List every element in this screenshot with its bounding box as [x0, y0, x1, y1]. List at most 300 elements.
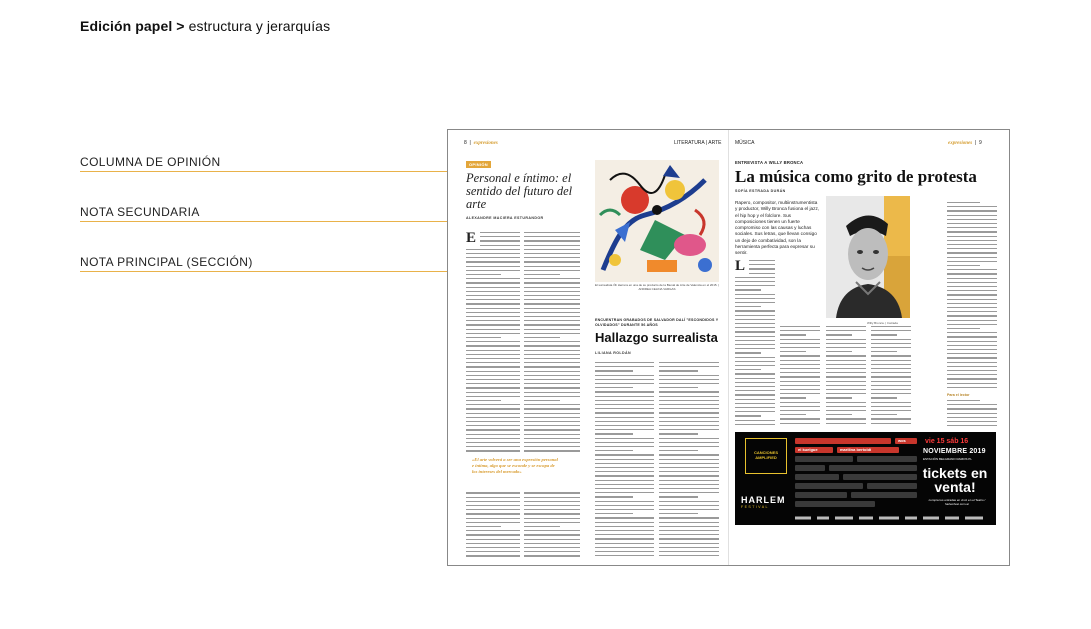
- ad-lineup-act-3: marilina bertoldi: [837, 447, 899, 453]
- body-text-line: [595, 425, 654, 426]
- body-text-line: [947, 383, 997, 384]
- body-text-line: [871, 410, 911, 411]
- body-text-line: [780, 410, 820, 411]
- body-text-line: [826, 368, 866, 369]
- body-text-line: [595, 538, 654, 539]
- body-text-line: [780, 364, 820, 365]
- body-text-line: [466, 421, 520, 422]
- body-text-line: [659, 463, 719, 464]
- folio-right-number: 9: [979, 140, 982, 146]
- body-text-line: [524, 249, 580, 250]
- body-text-line: [524, 245, 580, 246]
- body-text-line: [659, 505, 719, 506]
- body-text-line: [735, 302, 775, 303]
- body-text-line: [947, 332, 997, 333]
- body-text-line: [871, 326, 911, 327]
- body-text-line: [466, 253, 520, 254]
- body-text-line: [659, 496, 698, 497]
- ad-lineup-bar: [843, 474, 917, 480]
- body-text-line: [871, 418, 911, 419]
- ad-lineup-bar: [795, 465, 825, 471]
- body-text-line: [524, 333, 580, 334]
- body-text-line: [595, 501, 654, 502]
- body-text-line: [466, 303, 520, 304]
- body-text-line: [826, 360, 866, 361]
- body-text-line: [780, 402, 820, 403]
- label-opinion-column: COLUMNA DE OPINIÓN: [80, 155, 221, 169]
- body-text-line: [595, 412, 654, 413]
- body-text-line: [524, 240, 580, 241]
- body-text-line: [524, 236, 580, 237]
- folio-left-magazine: expresiones: [473, 141, 498, 146]
- body-text-line: [595, 387, 633, 388]
- photo-credit: Willy Bronca. | Instrada: [867, 321, 898, 325]
- body-text-line: [595, 454, 654, 455]
- body-text-line: [659, 471, 719, 472]
- body-text-line: [659, 517, 719, 518]
- body-text-line: [595, 438, 654, 439]
- illustration-caption: El surrealista Óli Herrera en una de su producto de la Bienal de Arte de Valencia en el 2015. | ANDREA CELINA VARGAS: [595, 283, 719, 291]
- body-text-line: [524, 513, 580, 514]
- body-text-line: [466, 257, 520, 258]
- body-text-line: [595, 555, 654, 556]
- body-text-line: [947, 328, 980, 329]
- body-text-line: [735, 399, 775, 400]
- body-text-line: [659, 450, 698, 451]
- body-text-line: [735, 323, 775, 324]
- body-text-line: [595, 509, 654, 510]
- body-text-line: [595, 362, 654, 363]
- body-text-line: [595, 496, 633, 497]
- body-text-line: [466, 530, 520, 531]
- body-text-line: [466, 518, 520, 519]
- body-text-line: [947, 219, 997, 220]
- body-text-line: [595, 467, 654, 468]
- body-text-line: [524, 425, 580, 426]
- body-text-line: [659, 412, 719, 413]
- ad-lineup-bar: [829, 465, 917, 471]
- body-text-line: [524, 383, 580, 384]
- body-text-line: [947, 421, 997, 422]
- body-text-line: [659, 442, 719, 443]
- body-text-line: [659, 366, 719, 367]
- body-text-line: [466, 366, 520, 367]
- body-text-line: [466, 324, 520, 325]
- body-text-line: [595, 370, 633, 371]
- body-text-line: [947, 357, 997, 358]
- body-text-line: [466, 266, 520, 267]
- body-text-line: [466, 505, 520, 506]
- body-text-line: [524, 337, 560, 338]
- body-text-line: [780, 351, 806, 352]
- body-text-line: [947, 324, 997, 325]
- body-text-line: [524, 266, 580, 267]
- body-text-line: [524, 278, 580, 279]
- body-text-line: [524, 354, 580, 355]
- body-text-line: [466, 278, 520, 279]
- body-text-line: [826, 364, 866, 365]
- surrealist-illustration-icon: [595, 160, 719, 282]
- page-fold: [728, 130, 729, 565]
- body-text-line: [466, 442, 520, 443]
- body-text-line: [871, 385, 911, 386]
- body-text-line: [780, 347, 820, 348]
- body-text-line: [735, 348, 775, 349]
- body-text-line: [735, 289, 761, 290]
- ad-lineup-bar: [795, 483, 863, 489]
- body-text-line: [871, 402, 911, 403]
- body-text-line: [871, 347, 911, 348]
- body-text-line: [659, 547, 719, 548]
- body-text-line: [466, 282, 520, 283]
- ad-date: vie 15 sáb 16: [925, 438, 969, 445]
- body-text-line: [947, 387, 997, 388]
- body-text-line: [524, 539, 580, 540]
- body-text-line: [780, 326, 820, 327]
- body-text-line: [735, 310, 775, 311]
- reader-box-label: Para el lector: [947, 393, 970, 397]
- ad-lineup-bar: [795, 492, 847, 498]
- body-text-line: [947, 413, 997, 414]
- body-text-line: [595, 543, 654, 544]
- body-text-line: [595, 433, 633, 434]
- body-text-line: [826, 418, 866, 419]
- body-text-line: [466, 358, 520, 359]
- body-text-line: [466, 522, 520, 523]
- body-text-line: [524, 421, 580, 422]
- body-text-line: [659, 543, 719, 544]
- body-text-line: [524, 404, 580, 405]
- body-text-line: [749, 268, 775, 269]
- ad-buy-text: compra tus entradas en vivo! en el Teatro / harlemfest.com.ar: [928, 498, 986, 506]
- opinion-pull-quote: «El arte volverá a ser una expresión personal e íntima, algo que se esconde y se escapa de los intereses del mercado»: [472, 457, 558, 474]
- ad-lineup-bar: [867, 483, 917, 489]
- body-text-line: [524, 329, 580, 330]
- body-text-line: [826, 393, 866, 394]
- body-text-line: [735, 281, 775, 282]
- body-text-line: [947, 311, 997, 312]
- body-text-line: [480, 236, 520, 237]
- body-text-line: [659, 438, 719, 439]
- body-text-line: [735, 336, 775, 337]
- body-text-line: [466, 501, 520, 502]
- body-text-line: [947, 400, 980, 401]
- body-text-line: [780, 339, 820, 340]
- body-text-line: [524, 282, 580, 283]
- body-text-line: [826, 406, 866, 407]
- body-text-line: [780, 414, 806, 415]
- body-text-line: [466, 509, 520, 510]
- body-text-line: [947, 252, 997, 253]
- body-text-line: [524, 316, 580, 317]
- body-text-line: [524, 274, 560, 275]
- ad-sponsor-logos: [795, 516, 985, 520]
- secondary-headline: Hallazgo surrealista: [595, 330, 718, 345]
- body-text-line: [947, 315, 997, 316]
- opinion-byline: ALEXANDRE MACIERA ESTURANDOR: [466, 216, 544, 220]
- body-text-line: [595, 379, 654, 380]
- body-text-line: [947, 345, 997, 346]
- body-text-line: [947, 282, 997, 283]
- body-text-line: [659, 379, 719, 380]
- body-text-line: [780, 372, 820, 373]
- body-text-line: [466, 547, 520, 548]
- ad-venue: ESTACIÓN BELGRANO RAMOS PL: [923, 457, 972, 461]
- body-text-line: [524, 429, 580, 430]
- body-text-line: [826, 351, 852, 352]
- body-text-line: [524, 555, 580, 556]
- body-text-line: [780, 423, 820, 424]
- main-lede: Rapero, compositor, multiinstrumentista y productor, Willy Bronca fusiona el jazz, el hip hop y el folclore. Sus composiciones tienen un fuerte compromiso con las causas y luchas sociales. Sus letras, que llevan consigo un dejo de combatividad, son la herramienta perfecta para expresar su sentir.: [735, 200, 820, 256]
- body-text-line: [595, 534, 654, 535]
- folio-right-section: MÚSICA: [735, 140, 755, 146]
- body-text-line: [871, 360, 911, 361]
- body-text-line: [595, 513, 633, 514]
- body-text-line: [947, 307, 997, 308]
- body-text-line: [735, 294, 775, 295]
- body-text-line: [826, 347, 866, 348]
- body-text-line: [735, 403, 775, 404]
- body-text-line: [595, 421, 654, 422]
- body-text-line: [524, 257, 580, 258]
- body-text-line: [466, 299, 520, 300]
- body-text-line: [524, 408, 580, 409]
- body-text-line: [595, 383, 654, 384]
- body-text-line: [524, 253, 580, 254]
- body-text-line: [466, 341, 520, 342]
- body-text-line: [659, 404, 719, 405]
- body-text-line: [466, 371, 520, 372]
- body-text-line: [524, 450, 580, 451]
- body-text-line: [735, 352, 761, 353]
- body-text-line: [466, 408, 520, 409]
- body-text-line: [595, 463, 654, 464]
- body-text-line: [466, 274, 501, 275]
- body-text-line: [735, 315, 775, 316]
- body-text-line: [659, 433, 698, 434]
- folio-right: expresiones | 9: [948, 140, 982, 146]
- body-text-line: [947, 290, 997, 291]
- body-text-line: [466, 379, 520, 380]
- body-text-line: [466, 354, 520, 355]
- body-text-line: [947, 265, 980, 266]
- body-text-line: [826, 339, 866, 340]
- body-text-line: [595, 471, 654, 472]
- body-text-line: [466, 270, 520, 271]
- body-text-line: [947, 404, 997, 405]
- ad-festival-subtitle: FESTIVAL: [741, 505, 769, 509]
- body-text-line: [826, 389, 866, 390]
- body-text-line: [466, 543, 520, 544]
- body-text-line: [524, 303, 580, 304]
- body-text-line: [947, 210, 997, 211]
- body-text-line: [524, 417, 580, 418]
- body-text-line: [595, 442, 654, 443]
- body-text-line: [595, 484, 654, 485]
- body-text-line: [780, 406, 820, 407]
- body-text-line: [595, 547, 654, 548]
- body-text-line: [659, 480, 719, 481]
- body-text-line: [780, 385, 820, 386]
- body-text-line: [871, 397, 897, 398]
- body-text-line: [659, 454, 719, 455]
- body-text-line: [659, 475, 719, 476]
- body-text-line: [466, 392, 520, 393]
- folio-left: 8 | expresiones: [464, 140, 498, 146]
- folio-left-section: LITERATURA | ARTE: [674, 140, 722, 146]
- ad-lineup-act-2: el kuelgue: [795, 447, 833, 453]
- body-text-line: [466, 362, 520, 363]
- folio-right-magazine: expresiones: [948, 141, 973, 146]
- body-text-line: [466, 438, 520, 439]
- body-text-line: [595, 505, 654, 506]
- body-text-line: [871, 355, 911, 356]
- body-text-line: [466, 329, 520, 330]
- body-text-line: [947, 378, 997, 379]
- body-text-line: [871, 423, 911, 424]
- body-text-line: [595, 522, 654, 523]
- body-text-line: [735, 327, 775, 328]
- body-text-line: [826, 343, 866, 344]
- body-text-line: [871, 414, 897, 415]
- ad-lineup-act-1: wos: [895, 438, 917, 444]
- body-text-line: [524, 505, 580, 506]
- body-text-line: [871, 389, 911, 390]
- body-text-line: [871, 364, 911, 365]
- body-text-line: [480, 245, 520, 246]
- body-text-line: [947, 278, 997, 279]
- body-text-line: [524, 232, 580, 233]
- body-text-line: [524, 362, 580, 363]
- body-text-line: [466, 555, 520, 556]
- body-text-line: [595, 417, 654, 418]
- body-text-line: [826, 381, 866, 382]
- body-text-line: [595, 480, 654, 481]
- ad-logo: CANCIONES AMPLIFIED: [745, 438, 787, 474]
- opinion-headline: Personal e íntimo: el sentido del futuro del arte: [466, 171, 573, 211]
- body-text-line: [659, 492, 719, 493]
- ad-lineup-bar: [851, 492, 917, 498]
- body-text-line: [871, 372, 911, 373]
- body-text-line: [780, 376, 820, 377]
- body-text-line: [735, 420, 775, 421]
- main-dropcap: L: [735, 258, 746, 274]
- body-text-line: [735, 407, 775, 408]
- body-text-line: [659, 488, 719, 489]
- body-text-line: [871, 381, 911, 382]
- body-text-line: [659, 467, 719, 468]
- body-text-line: [659, 400, 719, 401]
- body-text-line: [659, 387, 698, 388]
- body-text-line: [524, 497, 580, 498]
- body-text-line: [466, 308, 520, 309]
- body-text-line: [524, 518, 580, 519]
- body-text-line: [524, 358, 580, 359]
- body-text-line: [524, 287, 580, 288]
- body-text-line: [871, 406, 911, 407]
- body-text-line: [780, 368, 820, 369]
- body-text-line: [735, 369, 761, 370]
- body-text-line: [947, 374, 997, 375]
- body-text-line: [466, 551, 520, 552]
- body-text-line: [735, 285, 775, 286]
- body-text-line: [524, 413, 580, 414]
- body-text-line: [735, 390, 775, 391]
- body-text-line: [466, 404, 520, 405]
- body-text-line: [659, 375, 719, 376]
- body-text-line: [524, 366, 580, 367]
- body-text-line: [524, 320, 580, 321]
- body-text-line: [595, 408, 654, 409]
- body-text-line: [466, 387, 520, 388]
- body-text-line: [947, 240, 997, 241]
- body-text-line: [659, 429, 719, 430]
- body-text-line: [947, 244, 997, 245]
- page-title: [80, 18, 330, 34]
- body-text-line: [524, 295, 580, 296]
- body-text-line: [466, 316, 520, 317]
- body-text-line: [466, 345, 520, 346]
- body-text-line: [524, 324, 580, 325]
- body-text-line: [947, 223, 997, 224]
- body-text-line: [659, 459, 719, 460]
- body-text-line: [524, 551, 580, 552]
- body-text-line: [947, 286, 997, 287]
- body-text-line: [524, 291, 580, 292]
- body-text-line: [826, 376, 866, 377]
- opinion-tag: OPINIÓN: [466, 161, 491, 168]
- body-text-line: [595, 450, 633, 451]
- body-text-line: [466, 312, 520, 313]
- body-text-line: [524, 446, 580, 447]
- body-text-line: [524, 261, 580, 262]
- body-text-line: [735, 424, 775, 425]
- body-text-line: [947, 417, 997, 418]
- body-text-line: [466, 337, 501, 338]
- body-text-line: [735, 306, 761, 307]
- body-text-line: [524, 312, 580, 313]
- body-text-line: [595, 404, 654, 405]
- body-text-line: [524, 341, 580, 342]
- body-text-line: [466, 446, 520, 447]
- body-text-line: [659, 526, 719, 527]
- body-text-line: [947, 353, 997, 354]
- body-text-line: [524, 438, 580, 439]
- body-text-line: [595, 400, 654, 401]
- body-text-line: [466, 383, 520, 384]
- body-text-line: [780, 330, 820, 331]
- body-text-line: [947, 273, 997, 274]
- body-text-line: [947, 425, 997, 426]
- body-text-line: [466, 295, 520, 296]
- body-text-line: [947, 366, 997, 367]
- body-text-line: [595, 475, 654, 476]
- body-text-line: [871, 368, 911, 369]
- body-text-line: [466, 526, 501, 527]
- label-main-note: NOTA PRINCIPAL (SECCIÓN): [80, 255, 253, 269]
- body-text-line: [947, 362, 997, 363]
- body-text-line: [466, 333, 520, 334]
- body-text-line: [947, 299, 997, 300]
- body-text-line: [659, 530, 719, 531]
- body-text-line: [659, 538, 719, 539]
- body-text-line: [947, 349, 997, 350]
- body-text-line: [595, 459, 654, 460]
- body-text-line: [659, 513, 698, 514]
- body-text-line: [595, 446, 654, 447]
- page-title-rest: estructura y jerarquías: [184, 18, 331, 34]
- body-text-line: [524, 379, 580, 380]
